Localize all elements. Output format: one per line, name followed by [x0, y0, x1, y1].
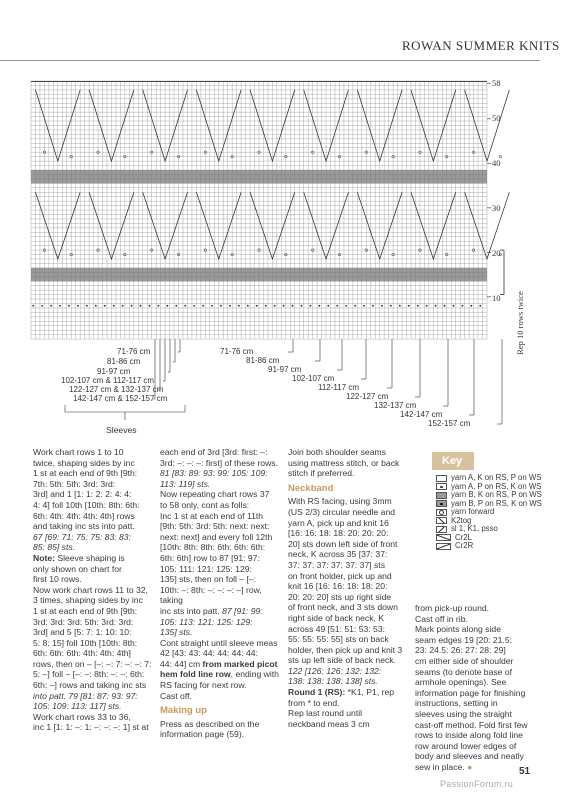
text-line: 6th: 6th] row to 87 [91: 97: [160, 552, 260, 563]
making-up-heading: Making up [160, 705, 207, 717]
text-line: Mark points along side [415, 624, 501, 635]
text-line: neckband meas 3 cm [288, 718, 370, 729]
row-label-58: 58 [492, 78, 501, 88]
text-line: 7th: 5th: 5th: 3rd: 3rd: [33, 478, 116, 489]
key-list [436, 474, 542, 551]
text-line: Cont straight until sleeve meas [160, 637, 278, 648]
text-line: 20: 20: 20] sts up right side [288, 591, 392, 602]
text-line: 6th: 4th: 4th: 4th: 4th] rows [33, 510, 135, 521]
picot-mark [202, 305, 204, 307]
text-line: 67 [69: 71: 75: 75: 83: 83: [33, 531, 131, 542]
picot-mark [444, 305, 446, 307]
end-dot-icon: ● [464, 761, 473, 772]
picot-mark [175, 305, 177, 307]
text-line: 81 [83: 89: 93: 99: 105: 109: [160, 468, 268, 479]
picot-mark [470, 305, 472, 307]
col2-tail-lines [160, 719, 282, 740]
text-line: Inc 1 st at each end of 11th [160, 510, 264, 521]
text-line: hem fold line row, ending with [160, 669, 279, 680]
text-line: Rep last round until [288, 708, 363, 719]
picot-mark [122, 305, 124, 307]
text-line: 105: 111: 121: 125: 129: [160, 563, 252, 574]
text-line: 85: 85] sts. [33, 542, 76, 553]
text-line: from * to end. [288, 697, 340, 708]
cr2r-icon [436, 543, 451, 550]
text-line: 3rd: –: –: –: first] of these rows. [160, 457, 278, 468]
text-line: 105: 113: 121: 125: 129: [160, 616, 253, 627]
instructions-column-2 [160, 447, 282, 740]
picot-mark [426, 305, 428, 307]
text-line: holder, then pick up and knit 3 [288, 644, 403, 655]
picot-mark [59, 305, 61, 307]
picot-mark [247, 305, 249, 307]
picot-mark [140, 305, 142, 307]
measure-left-4: 102-107 cm & 112-117 cm [61, 376, 155, 385]
text-line: 3rd] and 1 [1: 1: 2: 2: 4: 4: [33, 489, 132, 500]
instructions-column-3 [288, 447, 413, 729]
row-label-30: 30 [492, 203, 501, 213]
text-line: next: next] and every foll 12th [160, 531, 273, 542]
text-line: With RS facing, using 3mm [288, 496, 392, 507]
k2tog-icon [436, 517, 447, 524]
text-line: 3rd: 3rd: 3rd: 5th: 3rd: 3rd: [33, 616, 134, 627]
row-label-20: 20 [492, 248, 501, 258]
measure-right-1: 71-76 cm [220, 347, 254, 356]
measure-left-2: 81-86 cm [107, 357, 141, 366]
picot-mark [301, 305, 303, 307]
picot-mark [50, 305, 52, 307]
picot-mark [372, 305, 374, 307]
picot-mark [283, 305, 285, 307]
picot-mark [381, 305, 383, 307]
text-line: 42 [43: 43: 44: 44: 44: 44: [160, 648, 258, 659]
picot-mark [184, 305, 186, 307]
sleeves-label: Sleeves [106, 425, 137, 435]
instructions-column-4 [415, 603, 545, 773]
measure-left-3: 91-97 cm [97, 367, 131, 376]
picot-mark [265, 305, 267, 307]
row-label-50: 50 [492, 113, 501, 123]
key-item: yarn forward [436, 508, 542, 517]
text-line: Work chart rows 33 to 36, [33, 711, 131, 722]
measure-right-4: 102-107 cm [292, 374, 335, 383]
text-line: 3 times, shaping sides by inc [33, 595, 143, 606]
cr2l-icon [436, 534, 451, 541]
text-line: using mattress stitch, or back [288, 457, 400, 468]
text-line: 23: 24.5: 26: 27: 28: 29] [415, 645, 506, 656]
text-line: Work chart rows 1 to 10 [33, 447, 124, 457]
text-line: and taking inc sts into patt. [33, 521, 135, 532]
key-item: sl 1, K1, psso [436, 525, 542, 534]
row-label-40: 40 [492, 158, 501, 168]
neckband-heading: Neckband [288, 482, 334, 494]
measure-right-7: 132-137 cm [374, 401, 417, 410]
picot-mark [41, 305, 43, 307]
text-line: stitch if preferred. [288, 468, 355, 479]
text-line: cm either side of shoulder [415, 655, 514, 666]
text-line: body and sleeves and neatly [415, 751, 524, 762]
picot-mark [435, 305, 437, 307]
text-line: Press as described on the [160, 718, 260, 729]
text-line: information page for finishing [415, 687, 526, 698]
key-item: yarn B, K on RS, P on WS [436, 491, 542, 500]
text-line: [16: 16: 18: 18: 20: 20: 20: [288, 528, 389, 539]
key-item: yarn A, K on RS, P on WS [436, 474, 542, 483]
text-line: Cast off. [160, 690, 192, 701]
text-line: Now repeating chart rows 37 [160, 489, 270, 500]
text-line: Round 1 (RS): *K1, P1, rep [288, 687, 395, 698]
text-line: knit 16 [16: 16: 18: 18: 20: [288, 581, 388, 592]
picot-mark [77, 305, 79, 307]
picot-mark [274, 305, 276, 307]
text-line: 6th: –] rows and taking inc sts [33, 680, 147, 691]
text-line: 138: 138: 138: 138] sts. [288, 676, 378, 687]
picot-mark [68, 305, 70, 307]
key-item: yarn A, P on RS, K on WS [436, 483, 542, 492]
text-line: row around lower edges of [415, 740, 517, 751]
picot-mark [336, 305, 338, 307]
text-line: yarn A, pick up and knit 16 [288, 517, 389, 528]
col3-top-lines [288, 447, 413, 479]
picot-mark [399, 305, 401, 307]
text-line: 105: 109: 113: 117] sts. [33, 701, 122, 712]
text-line: twice, shaping sides by inc [33, 457, 135, 468]
page-header-title: ROWAN SUMMER KNITS [402, 38, 560, 53]
text-line: sts up left side of back neck. [288, 655, 396, 666]
rep-rows-label: Rep 10 rows twice [515, 291, 525, 355]
text-line: 55: 55: 55: 55] sts on back [288, 634, 389, 645]
text-line: inc 1 [1: 1: –: 1: –: –: –: 1] st at [33, 722, 149, 733]
text-line: seam edges 19 [20: 21.5: [415, 634, 512, 645]
text-line: 5: –] foll – [–: –: 8th: –: –: 6th: [33, 669, 145, 680]
text-line: on front holder, pick up and [288, 570, 392, 581]
text-line: right side of back neck, K [288, 612, 385, 623]
purl-b-icon [436, 500, 447, 507]
col4-lines [415, 603, 545, 773]
text-line: 1 st at each end of 9th [9th: [33, 605, 138, 616]
sl1-k1-psso-icon [436, 526, 447, 533]
picot-mark [158, 305, 160, 307]
picot-mark [310, 305, 312, 307]
yarn-forward-icon [436, 509, 447, 516]
text-line: each end of 3rd [3rd: first: –: [160, 447, 268, 457]
picot-mark [220, 305, 222, 307]
picot-mark [113, 305, 115, 307]
text-line: 135] sts, then on foll – [–: [160, 574, 257, 585]
text-line: cast-off method. Fold first few [415, 719, 528, 730]
text-line: 6th: 6th: 6th: 4th: 4th: 4th] [33, 648, 131, 659]
text-line: to 58 only, cont as folls: [160, 499, 250, 510]
row-label-10: 10 [492, 293, 501, 303]
col3-lines [288, 496, 413, 729]
col2-lines [160, 447, 282, 701]
picot-mark [462, 305, 464, 307]
text-line: 20] sts down left side of front [288, 538, 398, 549]
text-line: from pick-up round. [415, 603, 490, 613]
measure-right-9: 152-157 cm [428, 419, 471, 428]
text-line: rows to inside along fold line [415, 730, 523, 741]
key-title: Key [432, 452, 474, 470]
text-line: Join both shoulder seams [288, 447, 386, 457]
text-line: 135] sts. [160, 627, 193, 638]
text-line: rows, then on – [–: –: 7: –: –: 7: [33, 658, 152, 669]
text-line: [9th: 5th: 3rd: 5th: next: next: [160, 521, 270, 532]
text-line: information page (59). [160, 729, 245, 740]
key-item: Cr2L [436, 534, 542, 543]
picot-mark [86, 305, 88, 307]
measure-right-5: 112-117 cm [318, 383, 360, 392]
key-item: K2tog [436, 517, 542, 526]
picot-mark [256, 305, 258, 307]
picot-mark [479, 305, 481, 307]
text-line: 44: 44] cm from marked picot [160, 658, 278, 669]
page-number: 51 [519, 766, 531, 777]
text-line: armhole openings). See [415, 677, 507, 688]
key-item: yarn B, P on RS, K on WS [436, 500, 542, 509]
picot-mark [211, 305, 213, 307]
measure-right-3: 91-97 cm [268, 365, 302, 374]
picot-mark [417, 305, 419, 307]
purl-a-icon [436, 483, 447, 490]
picot-mark [327, 305, 329, 307]
picot-mark [131, 305, 133, 307]
text-line: sleeves using the straight [415, 708, 512, 719]
measure-right-8: 142-147 cm [400, 410, 443, 419]
knit-a-icon [436, 475, 447, 482]
text-line: 113: 119] sts. [160, 478, 211, 489]
text-line: (US 2/3) circular needle and [288, 506, 395, 517]
watermark: PassionForum.ru [440, 779, 514, 789]
text-line: Note: Sleeve shaping is [33, 552, 125, 563]
picot-mark [104, 305, 106, 307]
text-line: sew in place. ● [415, 761, 473, 772]
picot-mark [32, 305, 34, 307]
chart-top-border [31, 81, 487, 82]
measure-left-1: 71-76 cm [117, 347, 151, 356]
picot-mark [229, 305, 231, 307]
picot-mark [149, 305, 151, 307]
measure-left-6: 142-147 cm & 152-157 cm [73, 394, 168, 403]
picot-mark [193, 305, 195, 307]
chart-grid [31, 81, 504, 339]
knit-b-icon [436, 492, 447, 499]
key-item: Cr2R [436, 542, 542, 551]
picot-mark [453, 305, 455, 307]
picot-mark [390, 305, 392, 307]
text-line: RS facing for next row. [160, 680, 247, 691]
measure-right-6: 122-127 cm [346, 392, 389, 401]
text-line: inc sts into patt. 87 [91: 99: [160, 605, 263, 616]
text-line: Cast off in rib. [415, 613, 468, 624]
picot-mark [354, 305, 356, 307]
text-line: first 10 rows. [33, 574, 82, 585]
text-line: only shown on chart for [33, 563, 122, 574]
text-line: Now work chart rows 11 to 32, [33, 584, 148, 595]
text-line: of front neck, and 3 sts down [288, 602, 398, 613]
text-line: 4: 4] foll 10th [10th: 8th: 6th: [33, 499, 140, 510]
measure-left-5: 122-127 cm & 132-137 cm [69, 385, 164, 394]
text-line: 37: 37: 37: 37: 37: 37] sts [288, 559, 385, 570]
text-line: 1 st at each end of 9th [9th: [33, 468, 138, 479]
picot-mark [318, 305, 320, 307]
text-line: into patt. 79 [81: 87: 93: 97: [33, 690, 138, 701]
picot-mark [345, 305, 347, 307]
picot-mark [95, 305, 97, 307]
text-line: 122 [126: 126: 132: 132: [288, 665, 382, 676]
picot-mark [292, 305, 294, 307]
col1-lines [33, 447, 153, 733]
text-line: across 49 [51: 51: 53: 53: [288, 623, 385, 634]
picot-mark [238, 305, 240, 307]
picot-mark [166, 305, 168, 307]
text-line: instructions, setting in [415, 698, 498, 709]
picot-mark [363, 305, 365, 307]
text-line: 3rd] and 5 [5: 7: 1: 10: 10: [33, 627, 132, 638]
text-line: 10th: –: 8th: –: –: –: –] row, taking [160, 584, 262, 606]
text-line: [10th: 8th: 8th: 6th: 6th: 6th: [160, 542, 266, 553]
instructions-column-1 [33, 447, 153, 733]
picot-mark [408, 305, 410, 307]
text-line: 5: 8: 15] foll 10th [10th: 8th: [33, 637, 138, 648]
measure-right-2: 81-86 cm [246, 356, 280, 365]
text-line: seams (to denote base of [415, 666, 512, 677]
text-line: neck, K across 35 [37: 37: [288, 549, 388, 560]
